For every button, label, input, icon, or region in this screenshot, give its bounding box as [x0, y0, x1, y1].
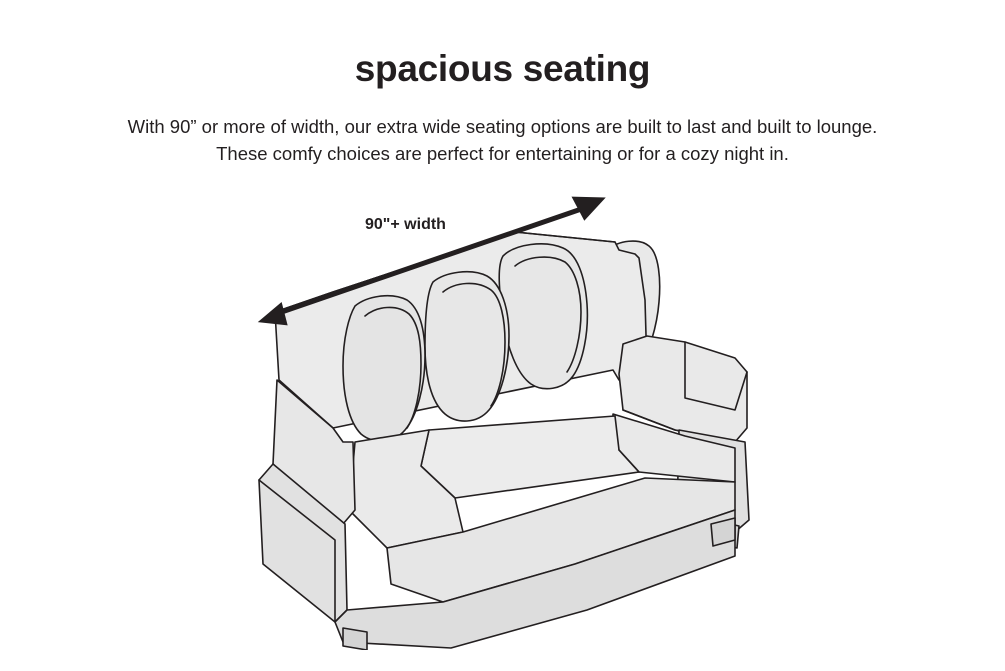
dimension-arrow-layer [215, 180, 795, 650]
page-title: spacious seating [354, 48, 651, 89]
dimension-label: 90"+ width [365, 216, 446, 233]
subcopy-line-1: With 90” or more of width, our extra wide seating options are built to last and built to lounge. [127, 116, 878, 137]
subcopy-line-2: These comfy choices are perfect for entertaining or for a cozy night in. [216, 143, 789, 164]
page-subcopy [88, 113, 918, 167]
width-dimension-arrow [258, 193, 606, 328]
